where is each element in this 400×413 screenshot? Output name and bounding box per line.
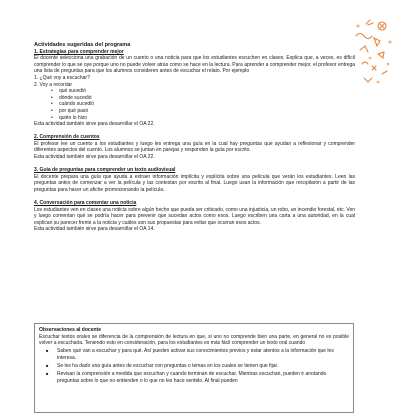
observations-list: [39, 348, 349, 384]
observations-title: Observaciones al docente: [39, 327, 101, 333]
section-audiovisual-guide: [34, 167, 355, 193]
section-title: 3. Guía de preguntas para comprender un texto audiovisual: [34, 167, 176, 174]
list-item: • cuándo sucedió: [60, 101, 355, 108]
question-steps: [34, 75, 355, 88]
list-item: • quién lo hizo: [60, 115, 355, 122]
step-item: 1. ¿Qué voy a escuchar?: [34, 74, 90, 81]
activities-content: [34, 42, 355, 239]
section-title: 4. Conversación para comentar una noticia: [34, 199, 137, 206]
list-item: • qué sucedió: [60, 88, 355, 95]
section-text: El docente selecciona una grabación de un cuento o una noticia para que los estudiantes escuchen en clases. Explica que, a veces, es difícil comprender lo que se oye porque uno no puede volver atrás como se hace en la lectura. Para aprender a comprender mejor, el profesor entrega una lista de preguntas para que los alumnos consideren antes de escuchar el relato. Por ejemplo: [34, 55, 355, 75]
section-footer: Esta actividad también sirve para desarrollar el OA 22.: [34, 121, 155, 128]
page-title: Actividades sugeridas del programa: [34, 42, 131, 48]
section-text: Los estudiantes ven en clases una noticia sobre algún hecho que pueda ser criticado, como una injusticia, un robo, un incendio forestal, etc. Ven y luego comentan qué se podría hacer para prevenir que sucedan actos como esos. Luego escriben una carta a una autoridad, en la cual explican su parecer frente a la noticia y cuáles son sus propuestas para evitar que ocurran esos actos.: [34, 206, 355, 226]
list-item: ■ Revisan la comprensión a medida que escuchan y cuando terminan de escuchar. Mientras escuchan, pueden ir anotando preguntas sobre lo que no entienden o lo que no les hace sentido. Al final pueden: [49, 371, 349, 384]
decorative-doodles: [352, 18, 396, 88]
section-story-comprehension: [34, 134, 355, 160]
section-footer: Esta actividad también sirve para desarrollar el OA 14.: [34, 226, 155, 233]
list-item: • dónde sucedió: [60, 95, 355, 102]
section-title: 1. Estrategias para comprender mejor: [34, 48, 124, 55]
list-item: • por qué pasó: [60, 108, 355, 115]
observations-intro: Escuchar textos orales se diferencia de la comprensión de lectura en que, si uno no comprende bien una parte, en general no es posible volver a escucharla. Teniendo esto en consideración, para los estudiantes es más fácil comprender un texto oral cuando: [39, 333, 349, 347]
step-item: 2. Voy a recordar: [34, 81, 73, 88]
list-item: ■ Saben qué van a escuchar y para qué. Así pueden activar sus conocimientos previos y estar atentos a la información que les interesa.: [49, 348, 349, 361]
section-footer: Esta actividad también sirve para desarrollar el OA 22.: [34, 154, 155, 160]
section-strategies: [34, 49, 355, 128]
section-text: El profesor lee un cuento a los estudiantes y luego les entrega una guía en la cual hay preguntas que ayudan a reflexionar y comprender diferentes aspectos del cuento. Los alumnos se juntan en parejas y responden la guía por escrito.: [34, 140, 355, 154]
section-title: 2. Comprensión de cuentos: [34, 134, 100, 141]
section-news-conversation: [34, 200, 355, 233]
list-item: ■ Se les ha dado una guía antes de escuchar con preguntas o temas en los cuales se tienen que fijar.: [49, 363, 349, 370]
recall-list: [34, 88, 355, 121]
section-text: El docente prepara una guía que ayuda a extraer información implícita y explícita sobre una película que verán los estudiantes. Leen las preguntas antes de comenzar a ver la película y las contestan por escrito al final. Luego usan la información que recopilaron a partir de las preguntas para hacer un afiche promocionando la película.: [34, 173, 355, 193]
